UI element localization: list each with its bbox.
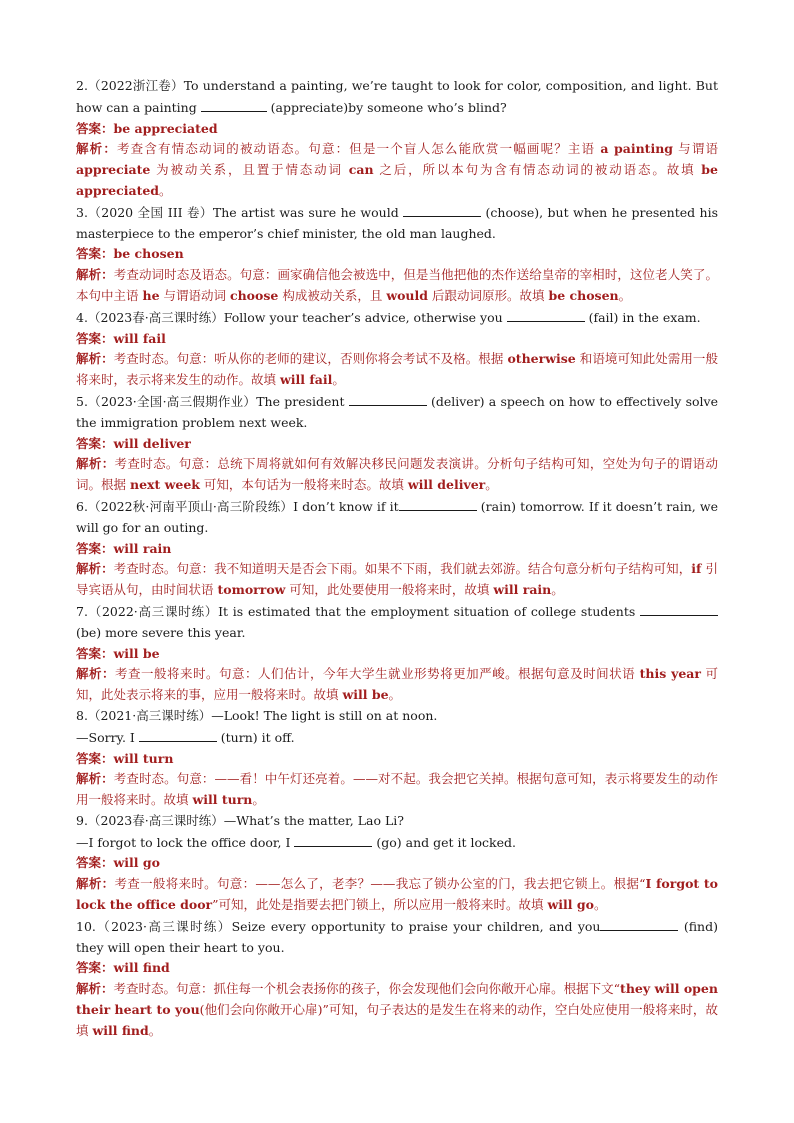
explanation-keyword: will deliver [407,477,486,493]
question-text [76,601,718,644]
explanation-text [76,979,718,1041]
answer-blank [600,916,678,931]
explanation-part: 。 [159,182,172,198]
answer-label: 答案： [76,960,114,976]
question-number: 8. [76,707,88,723]
answer-label: 答案： [76,330,114,346]
explanation-part: 考查一般将来时。句意：——怎么了，老李？——我忘了锁办公室的门，我去把它锁上。根据“ [114,876,646,892]
explanation-text [76,664,718,706]
question-text [76,307,718,329]
explanation-part: 为被动关系，且置于情态动词 [150,162,349,178]
explanation-text [76,139,718,201]
answer-value: be chosen [113,246,184,262]
explanation-label: 解析： [76,771,114,787]
answer-line [76,958,718,979]
question-source: （2023·全国·高三假期作业） [87,393,257,409]
answer-blank [507,307,585,322]
explanation-keyword: would [386,287,428,303]
explanation-keyword: will be [342,687,389,703]
explanation-label: 解析： [76,267,114,283]
question-item [76,202,718,307]
answer-blank [349,391,427,406]
explanation-label: 解析： [76,666,116,682]
explanation-part: 。 [551,582,564,598]
question-stem-after: (fail) in the exam. [584,309,701,325]
answer-label: 答案： [76,540,114,556]
question-number: 4. [76,309,88,325]
question-stem-after: (find) they will open their heart to you. [76,918,718,955]
question-text [76,202,718,245]
question-text [76,391,718,434]
question-source: （2023春·高三课时练） [87,309,224,325]
explanation-text [76,265,718,307]
answer-label: 答案： [76,645,114,661]
answer-value: will turn [113,750,174,766]
explanation-label: 解析： [76,351,114,367]
answer-blank [403,202,481,217]
explanation-text [76,874,718,916]
explanation-part: 与谓语 [673,141,718,157]
answer-line [76,119,718,140]
explanation-part: 可知，此处要使用一般将来时，故填 [285,582,494,598]
explanation-text [76,349,718,391]
answer-blank [201,97,267,112]
explanation-part: 。 [593,897,607,913]
answer-label: 答案： [76,120,114,136]
answer-line [76,749,718,770]
question-number: 10. [76,918,96,934]
question-stem-before: To understand a painting, we’re taught to look for color, composition, and light. But how can a painting [76,78,718,115]
question-number: 7. [76,603,88,619]
question-line-1: —What’s the matter, Lao Li? [223,812,404,828]
question-stem-before: I don’t know if it [293,498,399,514]
explanation-keyword: can [348,162,374,178]
question-stem-after: (go) and get it locked. [372,834,516,850]
question-source: （2023春·高三课时练） [87,812,224,828]
question-item [76,307,718,391]
question-stem-before: The artist was sure he would [212,204,404,220]
explanation-label: 解析： [76,876,115,892]
explanation-keyword: next week [129,477,200,493]
explanation-text [76,769,718,811]
answer-value: will be [113,645,160,661]
question-text [76,811,718,854]
answer-blank [640,601,718,616]
question-source: （2020 全国 III 卷） [87,204,213,220]
question-item [76,76,718,202]
answer-blank [139,727,217,742]
answer-line [76,853,718,874]
answer-line [76,434,718,455]
explanation-part: 。 [148,1022,162,1038]
explanation-part: 考查时态。句意：听从你的老师的建议，否则你将会考试不及格。根据 [113,351,508,367]
question-number: 3. [76,204,88,220]
explanation-part: 可知，本句话为一般将来时态。故填 [199,477,408,493]
answer-value: will find [113,960,170,976]
explanation-keyword: be appreciated [76,162,718,198]
question-item [76,496,718,601]
explanation-part: (他们会向你敞开心扉)”可知，句子表达的是发生在将来的动作，空白处应使用一般将来时，故填 [76,1002,718,1038]
answer-line [76,329,718,350]
explanation-keyword: he [142,287,160,303]
question-number: 6. [76,498,88,514]
explanation-keyword: they will open their heart to you [76,981,718,1018]
question-item [76,916,718,1042]
explanation-keyword: will fail [279,372,333,388]
answer-label: 答案： [76,855,114,871]
explanation-keyword: this year [639,666,701,682]
question-stem-before: The president [256,393,349,409]
question-stem-after: (choose), but when he presented his masterpiece to the emperor’s chief minister, the old man laughed. [76,204,719,241]
explanation-label: 解析： [76,456,115,472]
question-line-1: —Look! The light is still on at noon. [211,707,438,723]
answer-value: will rain [113,540,172,556]
explanation-part: 后跟动词原形。故填 [428,287,549,303]
explanation-keyword: a painting [600,141,674,157]
question-item [76,601,718,706]
explanation-keyword: choose [229,287,279,303]
explanation-part: 。 [618,287,632,303]
question-stem-after: (be) more severe this year. [76,624,246,640]
explanation-part: 构成被动关系，且 [278,287,387,303]
question-line-2: —Sorry. I [76,729,139,745]
explanation-part: ”可知，此处是指要去把门锁上，所以应用一般将来时。故填 [212,897,548,913]
answer-value: will deliver [113,435,191,451]
question-stem-after: (turn) it off. [216,729,295,745]
question-text [76,76,718,119]
explanation-keyword: I forgot to lock the office door [76,876,718,913]
explanation-part: 。 [485,477,498,493]
answer-label: 答案： [76,246,114,262]
question-stem-after: (deliver) a speech on how to effectively solve the immigration problem next week. [76,393,718,430]
answer-value: will go [113,855,160,871]
question-stem-before: It is estimated that the employment situation of college students [218,603,640,619]
question-item [76,391,718,496]
explanation-part: 考查时态。句意：我不知道明天是否会下雨。如果不下雨，我们就去郊游。结合句意分析句子结构可知， [113,561,692,577]
question-source: （2021·高三课时练） [87,707,212,723]
explanation-keyword: tomorrow [217,582,286,598]
question-stem-after: (appreciate)by someone who’s blind? [266,99,507,115]
question-text [76,916,718,959]
explanation-part: 考查一般将来时。句意：人们估计，今年大学生就业形势将更加严峻。根据句意及时间状语 [115,666,640,682]
answer-value: be appreciated [113,120,218,136]
document-page [76,76,718,1042]
explanation-label: 解析： [76,561,114,577]
answer-label: 答案： [76,435,114,451]
explanation-text [76,559,718,601]
explanation-keyword: will go [547,897,594,913]
explanation-keyword: be chosen [548,287,619,303]
answer-blank [294,832,372,847]
explanation-keyword: will turn [192,792,253,808]
explanation-part: 和语境可知此处需用一般将来时，表示将来发生的动作。故填 [76,351,718,388]
explanation-part: 。 [252,792,265,808]
question-number: 5. [76,393,88,409]
answer-label: 答案： [76,750,114,766]
explanation-part: 可知，此处表示将来的事，应用一般将来时。故填 [76,666,718,703]
explanation-keyword: appreciate [76,162,151,178]
question-number: 2. [76,78,88,93]
question-text [76,706,718,749]
explanation-keyword: will find [92,1022,149,1038]
question-stem-before: Follow your teacher’s advice, otherwise you [223,309,507,325]
question-source: （2022秋·河南平顶山·高三阶段练） [87,498,294,514]
question-source: （2023·高三课时练） [95,918,232,934]
question-line-2: —I forgot to lock the office door, I [76,834,295,850]
question-source: （2022·高三课时练） [87,603,219,619]
answer-line [76,244,718,265]
explanation-part: 引导宾语从句，由时间状语 [76,561,718,598]
explanation-part: 。 [388,687,402,703]
question-stem-before: Seize every opportunity to praise your children, and you [231,918,601,934]
question-item [76,706,718,811]
answer-line [76,644,718,665]
answer-line [76,539,718,560]
question-source: （2022浙江卷） [87,78,184,93]
explanation-keyword: if [691,561,702,577]
explanation-part: 之后，所以本句为含有情态动词的被动语态。故填 [373,162,702,178]
question-item [76,811,718,916]
explanation-part: 与谓语动词 [159,287,230,303]
explanation-part: 。 [332,372,345,388]
question-number: 9. [76,812,88,828]
explanation-label: 解析： [76,141,117,157]
explanation-text [76,454,718,496]
explanation-part: 考查时态。句意：抓住每一个机会表扬你的孩子，你会发现他们会向你敞开心扉。根据下文“ [113,981,621,997]
question-stem-after: (rain) tomorrow. If it doesn’t rain, we will go for an outing. [76,498,718,535]
explanation-keyword: otherwise [507,351,576,367]
explanation-keyword: will rain [493,582,552,598]
answer-value: will fail [113,330,166,346]
explanation-label: 解析： [76,981,114,997]
answer-blank [399,496,477,511]
question-text [76,496,718,539]
explanation-part: 考查含有情态动词的被动语态。句意：但是一个盲人怎么能欣赏一幅画呢？主语 [117,141,601,157]
explanation-part: 考查动词时态及语态。句意：画家确信他会被选中，但是当他把他的杰作送给皇帝的宰相时，这位老人笑了。本句中主语 [76,267,718,303]
explanation-part: 考查时态。句意：——看！中午灯还亮着。——对不起。我会把它关掉。根据句意可知，表示将要发生的动作用一般将来时。故填 [76,771,718,808]
explanation-part: 考查时态。句意：总统下周将就如何有效解决移民问题发表演讲。分析句子结构可知，空处为句子的谓语动词。根据 [76,456,718,493]
